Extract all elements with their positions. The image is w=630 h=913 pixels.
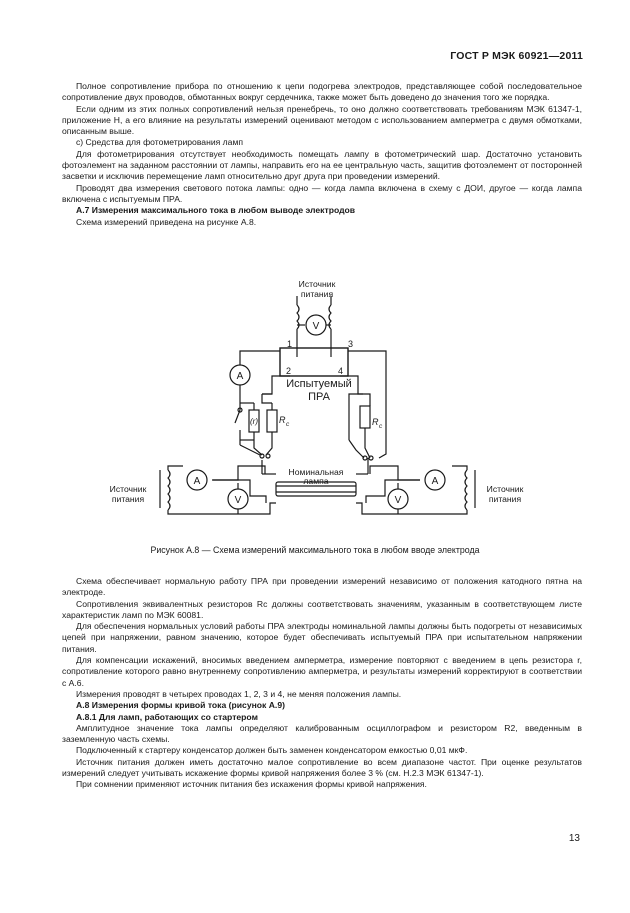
ballast-label: Испытуемый	[286, 378, 352, 390]
subsection-heading: А.8.1 Для ламп, работающих со стартером	[76, 711, 258, 722]
figure-caption: Рисунок А.8 — Схема измерений максимального тока в любом вводе электрода	[150, 545, 480, 555]
terminal-label: 2	[286, 366, 292, 376]
paragraph: При сомнении применяют источник питания без искажения формы кривой напряжения.	[76, 779, 427, 790]
resistor-rc-subscript: с	[286, 421, 290, 428]
ammeter-symbol: A	[431, 476, 439, 487]
paragraph: Для обеспечения нормальных условий работы ПРА электроды номинальной лампы должны быть подогреты от независимых цепей при напряжении, равном значению, которое будет обеспечивать испытуемый ПРА при испытательном напряжении питания.	[62, 621, 582, 654]
voltmeter-symbol: V	[234, 495, 242, 506]
ammeter-symbol: A	[193, 476, 201, 487]
paragraph: Схема обеспечивает нормальную работу ПРА при проведении измерений независимо от положения катодного пятна на электроде.	[62, 576, 582, 598]
paragraph: Измерения проводят в четырех проводах 1, 2, 3 и 4, не меняя положения лампы.	[76, 688, 402, 699]
resistor-rc-subscript: с	[379, 423, 383, 430]
ammeter-symbol: A	[236, 371, 244, 382]
voltmeter-symbol: V	[312, 321, 320, 332]
text-block-top	[62, 81, 582, 228]
paragraph: Если одним из этих полных сопротивлений нельзя пренебречь, то оно должно соответствовать требованиям МЭК 61347-1, приложение Н, а его влияние на результаты измерений оценивают методом с использованием амперметра с двумя обмотками, описанным выше.	[62, 103, 582, 137]
document-header: ГОСТ Р МЭК 60921—2011	[450, 50, 583, 62]
lamp-label: Номинальная	[288, 467, 344, 477]
section-heading: А.7 Измерения максимального тока в любом выводе электродов	[76, 205, 356, 216]
paragraph: Амплитудное значение тока лампы определяют калиброванным осциллографом и резистором R2, введенным в заземленную часть схемы.	[62, 722, 582, 745]
source-left-label: Источник	[109, 484, 147, 494]
section-heading: А.8 Измерения формы кривой тока (рисунок А.9)	[76, 700, 285, 711]
lamp-label-line2: лампа	[303, 476, 329, 486]
text-block-bottom	[62, 576, 582, 791]
paragraph: Схема измерений приведена на рисунке А.8.	[76, 216, 257, 227]
source-right-label-line2: питания	[488, 494, 522, 504]
paragraph: Сопротивления эквивалентных резисторов Rс должны соответствовать значениям, указанным в соответствующем листе характеристик ламп по МЭК 60081.	[62, 598, 582, 620]
source-top-label: Источник	[298, 279, 336, 289]
source-top-label-line2: питания	[300, 289, 334, 299]
paragraph: Полное сопротивление прибора по отношению к цепи подогрева электродов, представляющее собой последовательное сопротивление двух проводов, обмотанных вокруг сердечника, также может быть доведено до значения того же порядка.	[62, 81, 582, 103]
paragraph: Для фотометрирования отсутствует необходимость помещать лампу в фотометрический шар. Достаточно установить фотоэлемент на заданном расстоянии от лампы, направить его на ее центральную часть, защитив фотоэлемент от посторонней засветки и исключив перемещение ламп относительно друг друга при проведении измерений.	[62, 148, 582, 182]
page-number: 13	[568, 833, 580, 844]
terminal-label: 1	[287, 339, 293, 349]
terminal-label: 4	[338, 366, 344, 376]
paragraph: Для компенсации искажений, вносимых введением амперметра, измерение повторяют с введением в цепь резистора r, сопротивление которого равно внутреннему сопротивлению амперметра, и результаты измерений корректируют в соответствии с А.6.	[62, 655, 582, 688]
paragraph: Источник питания должен иметь достаточно малое сопротивление во всем диапазоне частот. При оценке результатов измерений следует учитывать искажение формы кривой напряжения более 3 % (см. Н.2.3 МЭК 61347-1).	[62, 756, 582, 779]
source-right-label: Источник	[486, 484, 524, 494]
circuit-diagram	[0, 270, 630, 538]
resistor-rc-label: R	[279, 415, 286, 425]
voltmeter-symbol: V	[394, 495, 402, 506]
source-left-label-line2: питания	[111, 494, 145, 504]
resistor-rc-label: R	[372, 417, 379, 427]
ballast-label-line2: ПРА	[308, 391, 330, 403]
paragraph: Проводят два измерения светового потока лампы: одно — когда лампа включена в схему с ДОИ, другое — когда лампа включена с испытуемым ПРА.	[62, 182, 582, 204]
resistor-r-label: (r)	[250, 417, 258, 426]
paragraph: с) Средства для фотометрирования ламп	[76, 137, 244, 148]
terminal-label: 3	[348, 339, 354, 349]
paragraph: Подключенный к стартеру конденсатор должен быть заменен конденсатором емкостью 0,01 мкФ.	[76, 745, 468, 756]
